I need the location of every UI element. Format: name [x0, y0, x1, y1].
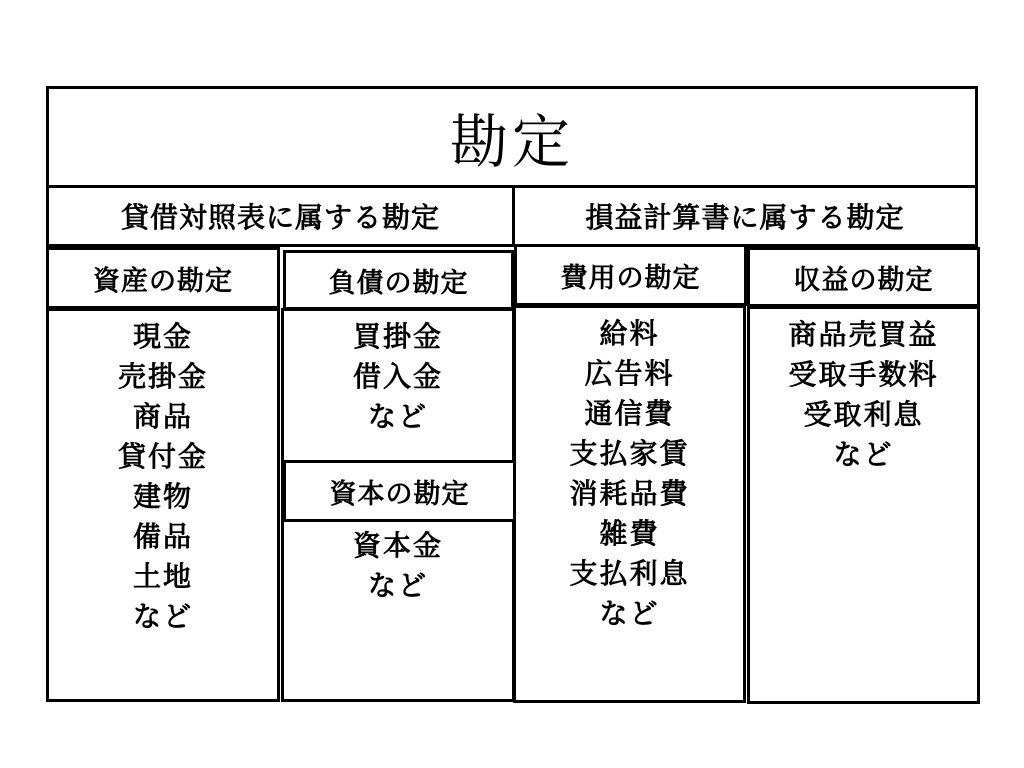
list-item: 買掛金 [352, 320, 443, 353]
capital-header: 資本の勘定 [283, 460, 516, 522]
income-statement-header: 損益計算書に属する勘定 [512, 185, 978, 247]
list-item: など [132, 600, 193, 633]
list-item: 売掛金 [117, 360, 208, 393]
list-item: 受取利息 [803, 398, 924, 431]
list-item: 広告料 [584, 357, 675, 390]
assets-list [46, 308, 280, 702]
list-item: など [833, 438, 894, 471]
revenues-list [747, 306, 980, 704]
capital-list [283, 526, 513, 606]
list-item: 現金 [132, 320, 193, 353]
list-item: 建物 [132, 480, 193, 513]
list-item: 雑費 [599, 517, 660, 550]
list-item: 商品 [132, 400, 193, 433]
list-item: 消耗品費 [569, 477, 690, 510]
list-item: 支払利息 [569, 557, 690, 590]
list-item: 支払家賃 [569, 437, 690, 470]
list-item: など [367, 569, 428, 602]
list-item: 給料 [599, 317, 660, 350]
list-item: など [599, 597, 660, 630]
list-item: 土地 [132, 560, 193, 593]
assets-header: 資産の勘定 [46, 247, 280, 309]
diagram-title: 勘定 [46, 86, 978, 188]
list-item: 受取手数料 [788, 358, 939, 391]
expenses-list [513, 305, 746, 703]
list-item: 資本金 [352, 529, 443, 562]
list-item: 貸付金 [117, 440, 208, 473]
list-item: 借入金 [352, 360, 443, 393]
list-item: 商品売買益 [788, 318, 939, 351]
liabilities-header: 負債の勘定 [283, 250, 514, 310]
revenues-header: 収益の勘定 [747, 247, 980, 307]
list-item: など [367, 400, 428, 433]
list-item: 通信費 [584, 397, 675, 430]
balance-sheet-header: 貸借対照表に属する勘定 [46, 185, 515, 247]
list-item: 備品 [132, 520, 193, 553]
expenses-header: 費用の勘定 [514, 244, 747, 306]
